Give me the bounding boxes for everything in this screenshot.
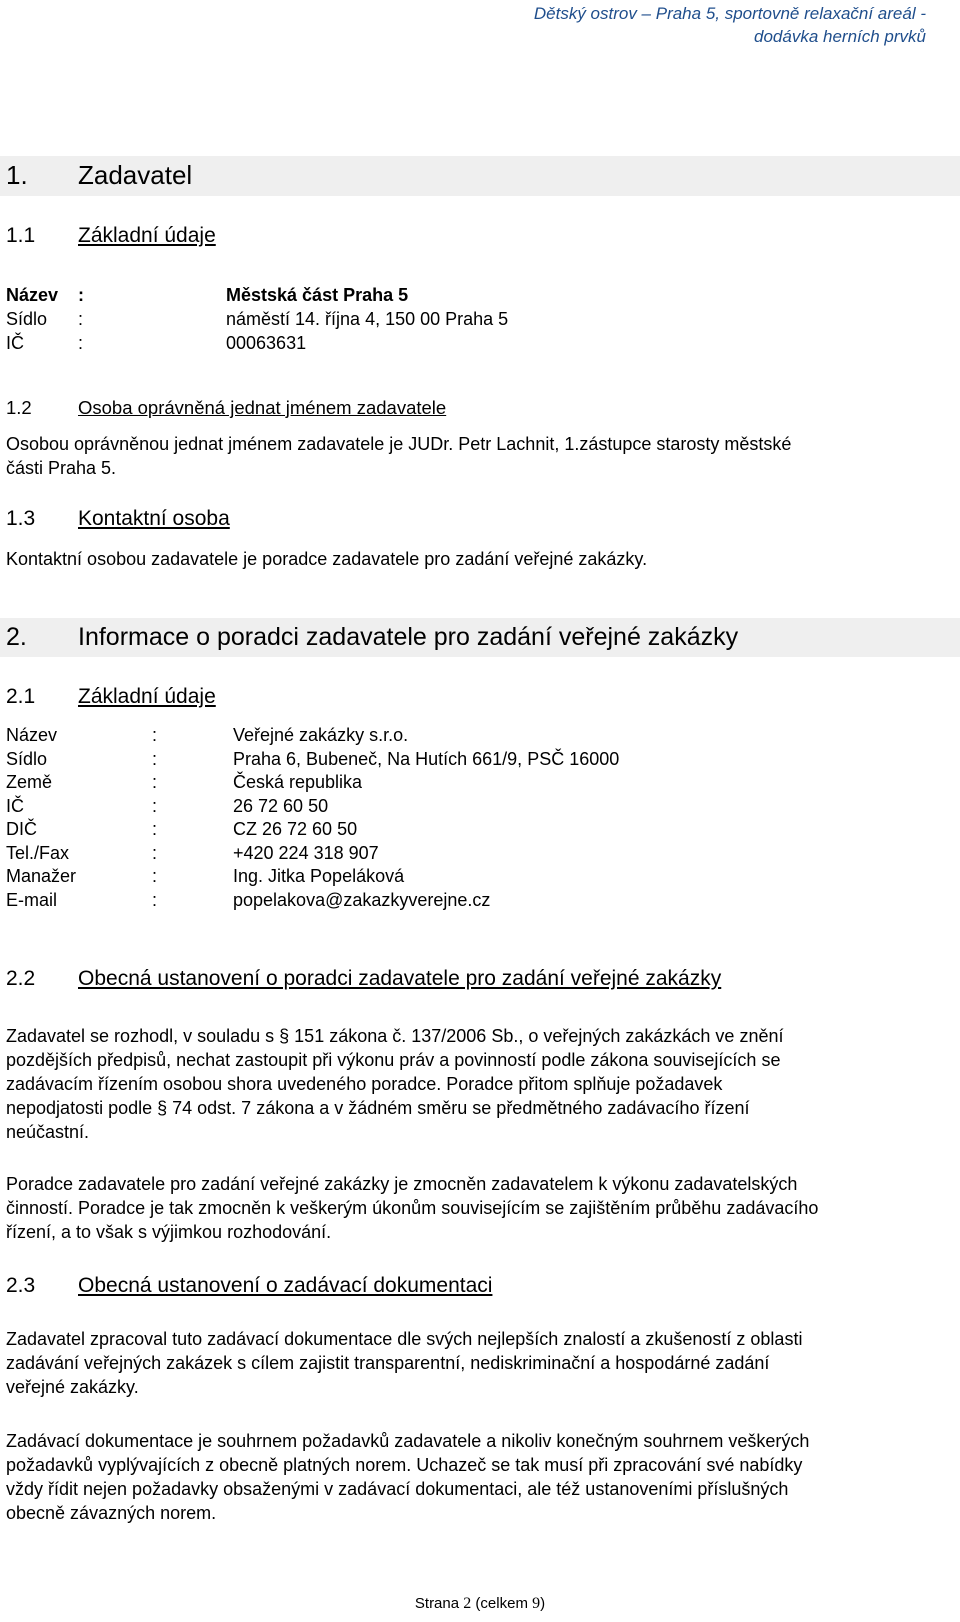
field-separator: : [152, 819, 158, 839]
paragraph-line: neúčastní. [6, 1122, 90, 1142]
subsection-2-3-number: 2.3 [6, 1274, 36, 1297]
field-label: IČ [6, 795, 24, 816]
advisor-country-row [0, 771, 960, 794]
field-label: Tel./Fax [6, 842, 70, 863]
advisor-vat-row [0, 818, 960, 841]
section-2-heading [0, 618, 960, 657]
field-value: Praha 6, Bubeneč, Na Hutích 661/9, PSČ 16000 [233, 748, 620, 769]
subsection-1-2-heading [0, 397, 960, 423]
field-value: 00063631 [226, 333, 307, 353]
paragraph-line: Zadávací dokumentace je souhrnem požadavků zadavatele a nikoliv konečným souhrnem veškerých [6, 1431, 810, 1451]
paragraph-line: zadávacím řízením osobou shora uvedeného poradce. Poradce přitom splňuje požadavek [6, 1074, 723, 1094]
section-2-title: Informace o poradci zadavatele pro zadání veřejné zakázky [78, 623, 739, 651]
field-separator: : [152, 725, 158, 745]
subsection-2-2-title: Obecná ustanovení o poradci zadavatele pro zadání veřejné zakázky [78, 967, 722, 990]
field-value: Městská část Praha 5 [226, 285, 409, 305]
field-label: Název [6, 285, 59, 305]
advisor-id-row [0, 795, 960, 818]
field-label: DIČ [6, 819, 37, 839]
advisor-phone-row [0, 842, 960, 865]
field-separator: : [152, 772, 158, 792]
field-label: Sídlo [6, 748, 48, 769]
paragraph-line: požadavků vyplývajících z obecně platných norem. Uchazeč se tak musí při zpracování své nabídky [6, 1455, 803, 1475]
paragraph-line: řízení, a to však s výjimkou rozhodování. [6, 1222, 332, 1242]
paragraph-line: Zadavatel se rozhodl, v souladu s § 151 zákona č. 137/2006 Sb., o veřejných zakázkách ve znění [6, 1026, 784, 1046]
paragraph-line: pozdějších předpisů, nechat zastoupit při výkonu práv a povinností podle zákona souvisejících se [6, 1050, 781, 1070]
paragraph-line: Poradce zadavatele pro zadání veřejné zakázky je zmocněn zadavatelem k výkonu zadavatelských [6, 1174, 798, 1194]
running-header-line-1: Dětský ostrov – Praha 5, sportovně relaxační areál - [533, 4, 926, 23]
paragraph-line: vždy řídit nejen požadavky obsaženými v zadávací dokumentaci, ale též ustanoveními příslušných [6, 1479, 789, 1499]
field-label: Sídlo [6, 309, 48, 329]
field-label: E-mail [6, 889, 58, 910]
section-1-heading [0, 156, 960, 196]
footer-middle: (celkem [471, 1595, 533, 1612]
section-1-title: Zadavatel [78, 160, 193, 190]
subsection-1-3-title: Kontaktní osoba [78, 507, 230, 530]
total-pages-number: 9 [532, 1595, 541, 1612]
contact-person-text: Kontaktní osobou zadavatele je poradce zadavatele pro zadání veřejné zakázky. [6, 549, 648, 569]
field-separator: : [78, 333, 84, 353]
field-separator: : [152, 842, 158, 863]
advisor-email-row [0, 889, 960, 912]
footer-suffix: ) [540, 1595, 546, 1612]
field-label: Manažer [6, 866, 77, 886]
subsection-1-3-number: 1.3 [6, 507, 36, 530]
advisor-email-value: popelakova@zakazkyverejne.cz [233, 889, 491, 910]
field-value: Veřejné zakázky s.r.o. [233, 725, 409, 745]
paragraph-line: obecně závazných norem. [6, 1503, 217, 1523]
subsection-2-3-title: Obecná ustanovení o zadávací dokumentaci [78, 1274, 493, 1297]
paragraph-line: zadávání veřejných zakázek s cílem zajistit transparentní, nediskriminační a hospodárné zadání [6, 1353, 770, 1373]
subsection-2-1-title: Základní údaje [78, 685, 216, 708]
current-page-number: 2 [463, 1595, 472, 1612]
field-separator: : [152, 866, 158, 886]
field-label: Název [6, 725, 58, 745]
paragraph-line: činností. Poradce je tak zmocněn k veškerým úkonům souvisejícím se zajištěním průběhu zadávacího [6, 1198, 819, 1218]
page-number-footer [0, 1595, 960, 1613]
section-1-number: 1. [6, 160, 28, 190]
paragraph-line: nepodjatosti podle § 74 odst. 7 zákona a v žádném směru se předmětného zadávacího řízení [6, 1098, 750, 1118]
field-value: Ing. Jitka Popeláková [233, 866, 405, 886]
subsection-1-1-number: 1.1 [6, 224, 36, 247]
field-value: 26 72 60 50 [233, 795, 329, 816]
field-value: CZ 26 72 60 50 [233, 819, 358, 839]
subsection-2-1-heading [0, 685, 960, 711]
field-value: náměstí 14. října 4, 150 00 Praha 5 [226, 309, 509, 329]
footer-prefix: Strana [414, 1595, 464, 1612]
subsection-2-2-number: 2.2 [6, 967, 36, 990]
advisor-manager-row [0, 865, 960, 888]
field-separator: : [152, 795, 158, 816]
subsection-1-1-heading [0, 224, 960, 250]
advisor-seat-row [0, 748, 960, 771]
paragraph-line: veřejné zakázky. [6, 1377, 139, 1397]
subsection-2-2-heading [0, 967, 960, 993]
field-label: Země [6, 772, 53, 792]
field-separator: : [152, 889, 158, 910]
field-value: Česká republika [233, 772, 363, 792]
advisor-name-row [0, 724, 960, 747]
running-header-line-2: dodávka herních prvků [754, 27, 926, 46]
paragraph-line: Zadavatel zpracoval tuto zadávací dokumentace dle svých nejlepších znalostí a zkušeností z oblasti [6, 1329, 803, 1349]
authorized-person-text-line: části Praha 5. [6, 458, 117, 478]
advisor-details-list [0, 724, 960, 912]
subsection-1-2-title: Osoba oprávněná jednat jménem zadavatele [78, 397, 447, 418]
field-separator: : [78, 285, 84, 305]
subsection-1-2-number: 1.2 [6, 397, 32, 418]
contracting-authority-seat-row [0, 309, 960, 333]
subsection-2-3-heading [0, 1274, 960, 1300]
field-separator: : [152, 748, 158, 769]
subsection-1-1-title: Základní údaje [78, 224, 216, 247]
field-separator: : [78, 309, 84, 329]
subsection-2-1-number: 2.1 [6, 685, 36, 708]
field-value: +420 224 318 907 [233, 842, 379, 863]
subsection-1-3-heading [0, 507, 960, 533]
contracting-authority-name-row [0, 285, 960, 309]
authorized-person-text-line: Osobou oprávněnou jednat jménem zadavatele je JUDr. Petr Lachnit, 1.zástupce starosty městské [6, 434, 792, 454]
field-label: IČ [6, 333, 24, 353]
section-2-number: 2. [6, 623, 27, 651]
contracting-authority-id-row [0, 333, 960, 357]
